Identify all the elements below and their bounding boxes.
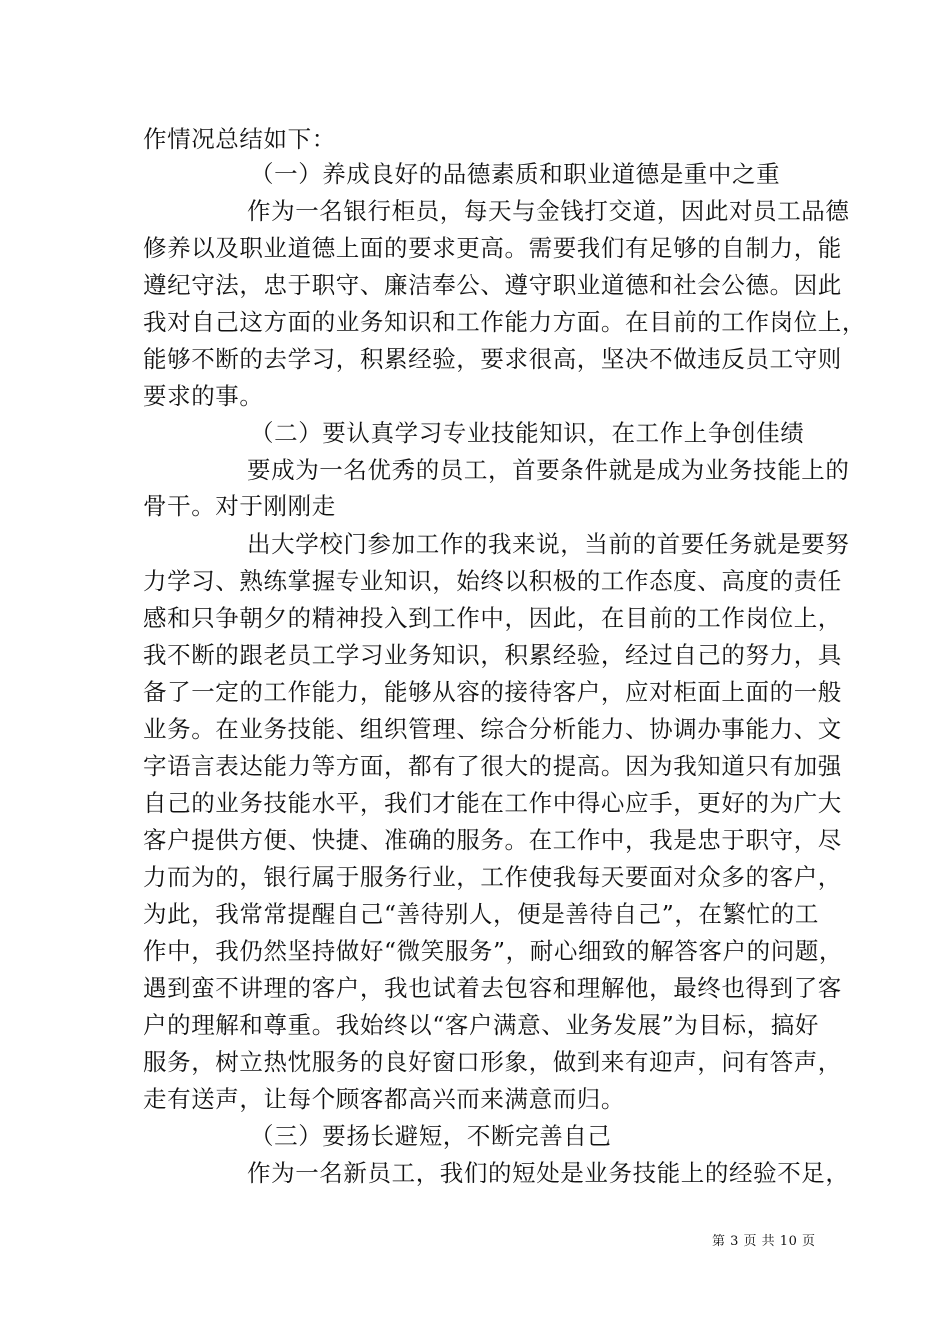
- paragraph-line: 户的理解和尊重。我始终以“客户满意、业务发展”为目标，搞好: [143, 1011, 819, 1039]
- paragraph-line: 走有送声，让每个顾客都高兴而来满意而归。: [143, 1085, 625, 1113]
- paragraph-line: 客户提供方便、快捷、准确的服务。在工作中，我是忠于职守，尽: [143, 826, 842, 854]
- section-heading-1: （一）养成良好的品德素质和职业道德是重中之重: [250, 160, 781, 188]
- page-number-footer: 第 3 页 共 10 页: [712, 1234, 816, 1249]
- paragraph-line: 自己的业务技能水平，我们才能在工作中得心应手，更好的为广大: [143, 789, 842, 817]
- paragraph-line: 备了一定的工作能力，能够从容的接待客户，应对柜面上面的一般: [143, 678, 842, 706]
- paragraph-line: 能够不断的去学习，积累经验，要求很高，坚决不做违反员工守则: [143, 345, 842, 373]
- paragraph-line: 遵纪守法，忠于职守、廉洁奉公、遵守职业道德和社会公德。因此: [143, 271, 842, 299]
- paragraph-line: 感和只争朝夕的精神投入到工作中，因此，在目前的工作岗位上，: [143, 604, 842, 632]
- section-heading-2: （二）要认真学习专业技能知识，在工作上争创佳绩: [250, 419, 805, 447]
- paragraph-line: 作为一名新员工，我们的短处是业务技能上的经验不足，: [247, 1159, 850, 1187]
- paragraph-line: 力而为的，银行属于服务行业，工作使我每天要面对众多的客户，: [143, 863, 842, 891]
- paragraph-line: 字语言表达能力等方面，都有了很大的提高。因为我知道只有加强: [143, 752, 842, 780]
- paragraph-line: 服务，树立热忱服务的良好窗口形象，做到来有迎声，问有答声，: [143, 1048, 842, 1076]
- paragraph-line: 力学习、熟练掌握专业知识，始终以积极的工作态度、高度的责任: [143, 567, 842, 595]
- paragraph-line: 要求的事。: [143, 382, 264, 410]
- paragraph-line: 作情况总结如下：: [143, 125, 336, 153]
- paragraph-line: 为此，我常常提醒自己“善待别人，便是善待自己”，在繁忙的工: [143, 900, 819, 928]
- paragraph-line: 修养以及职业道德上面的要求更高。需要我们有足够的自制力，能: [143, 234, 842, 262]
- paragraph-line: 我不断的跟老员工学习业务知识，积累经验，经过自己的努力，具: [143, 641, 842, 669]
- paragraph-line: 骨干。对于刚刚走: [143, 492, 336, 520]
- section-heading-3: （三）要扬长避短，不断完善自己: [250, 1122, 612, 1150]
- paragraph-line: 业务。在业务技能、组织管理、综合分析能力、协调办事能力、文: [143, 715, 842, 743]
- paragraph-line: 作中，我仍然坚持做好“微笑服务”，耐心细致的解答客户的问题，: [143, 937, 844, 965]
- paragraph-line: 遇到蛮不讲理的客户，我也试着去包容和理解他，最终也得到了客: [143, 974, 842, 1002]
- paragraph-line: 要成为一名优秀的员工，首要条件就是成为业务技能上的: [247, 456, 850, 484]
- paragraph-line: 作为一名银行柜员，每天与金钱打交道，因此对员工品德: [247, 197, 850, 225]
- paragraph-line: 我对自己这方面的业务知识和工作能力方面。在目前的工作岗位上，: [143, 308, 866, 336]
- paragraph-line: 出大学校门参加工作的我来说，当前的首要任务就是要努: [247, 530, 850, 558]
